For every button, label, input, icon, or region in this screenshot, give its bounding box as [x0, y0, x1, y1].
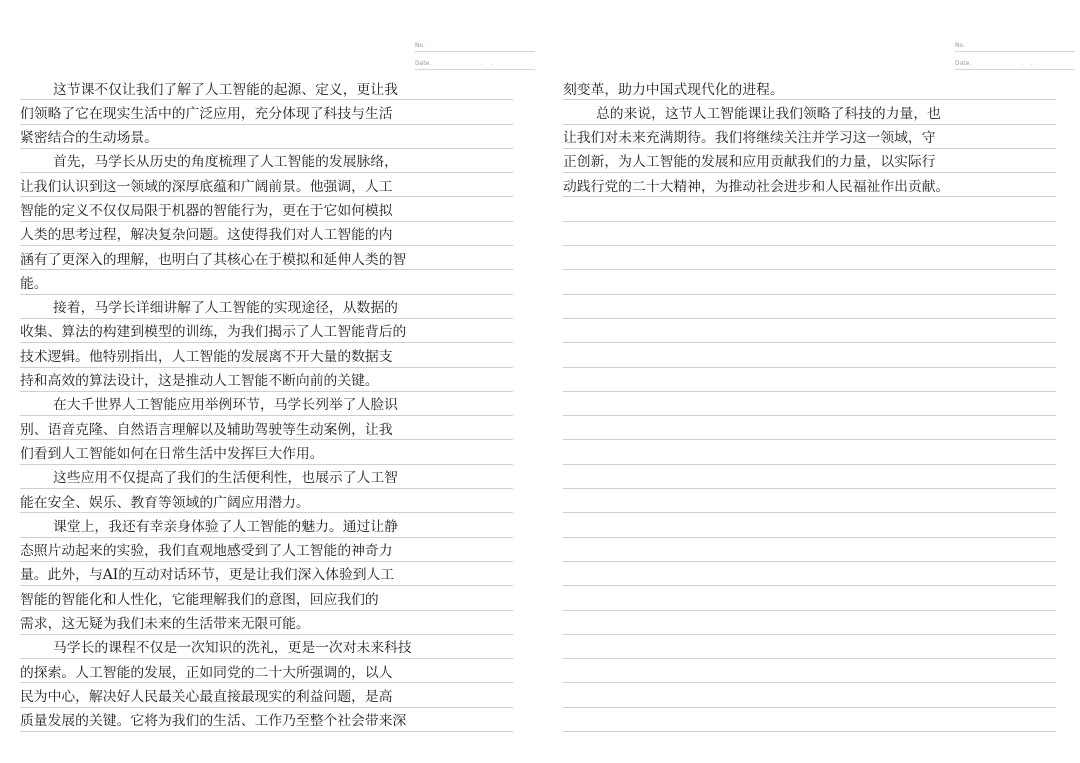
- blank-line: [563, 319, 1056, 343]
- text-line: 持和高效的算法设计，这是推动人工智能不断向前的关键。: [20, 368, 513, 392]
- page-header: [955, 34, 1075, 68]
- text-line: 马学长的课程不仅是一次知识的洗礼，更是一次对未来科技: [20, 635, 513, 659]
- text-line: 的探索。人工智能的发展，正如同党的二十大所强调的，以人: [20, 659, 513, 683]
- blank-line: [563, 659, 1056, 683]
- text-line: 能。: [20, 270, 513, 294]
- blank-line: [563, 343, 1056, 367]
- blank-line: [563, 586, 1056, 610]
- text-line: 别、语音克隆、自然语言理解以及辅助驾驶等生动案例，让我: [20, 416, 513, 440]
- page-header: [415, 34, 535, 68]
- text-line: 能在安全、娱乐、教育等领域的广阔应用潜力。: [20, 489, 513, 513]
- text-line: 们看到人工智能如何在日常生活中发挥巨大作用。: [20, 440, 513, 464]
- blank-line: [563, 611, 1056, 635]
- text-line: 收集、算法的构建到模型的训练，为我们揭示了人工智能背后的: [20, 319, 513, 343]
- text-line: 智能的定义不仅仅局限于机器的智能行为，更在于它如何模拟: [20, 197, 513, 221]
- number-field: [955, 34, 1075, 52]
- text-line: 这些应用不仅提高了我们的生活便利性，也展示了人工智: [20, 465, 513, 489]
- right-page: [563, 0, 1073, 763]
- number-label: No.: [955, 42, 965, 49]
- text-line: 让我们对未来充满期待。我们将继续关注并学习这一领域，守: [563, 125, 1056, 149]
- text-line: 涵有了更深入的理解，也明白了其核心在于模拟和延伸人类的智: [20, 246, 513, 270]
- blank-line: [563, 270, 1056, 294]
- text-line: 质量发展的关键。它将为我们的生活、工作乃至整个社会带来深: [20, 708, 513, 732]
- blank-line: [563, 246, 1056, 270]
- blank-line: [563, 416, 1056, 440]
- blank-line: [563, 489, 1056, 513]
- blank-line: [563, 538, 1056, 562]
- blank-line: [563, 683, 1056, 707]
- text-line: 课堂上，我还有幸亲身体验了人工智能的魅力。通过让静: [20, 513, 513, 537]
- blank-line: [563, 197, 1056, 221]
- text-line: 民为中心，解决好人民最关心最直接最现实的利益问题，是高: [20, 683, 513, 707]
- text-line: 态照片动起来的实验，我们直观地感受到了人工智能的神奇力: [20, 538, 513, 562]
- blank-line: [563, 562, 1056, 586]
- text-line: 在大千世界人工智能应用举例环节，马学长列举了人脸识: [20, 392, 513, 416]
- date-label: Date.: [415, 60, 432, 67]
- number-label: No.: [415, 42, 425, 49]
- blank-line: [563, 513, 1056, 537]
- date-field: [955, 52, 1075, 70]
- text-line: 动践行党的二十大精神，为推动社会进步和人民福祉作出贡献。: [563, 173, 1056, 197]
- text-line: 刻变革，助力中国式现代化的进程。: [563, 76, 1056, 100]
- blank-line: [563, 635, 1056, 659]
- blank-line: [563, 368, 1056, 392]
- text-line: 总的来说，这节人工智能课让我们领略了科技的力量，也: [563, 100, 1056, 124]
- right-text-lines: [563, 76, 1056, 732]
- text-line: 首先，马学长从历史的角度梳理了人工智能的发展脉络，: [20, 149, 513, 173]
- blank-line: [563, 465, 1056, 489]
- blank-line: [563, 708, 1056, 732]
- text-line: 让我们认识到这一领域的深厚底蕴和广阔前景。他强调，人工: [20, 173, 513, 197]
- text-line: 量。此外，与AI的互动对话环节，更是让我们深入体验到人工: [20, 562, 513, 586]
- text-line: 需求，这无疑为我们未来的生活带来无限可能。: [20, 611, 513, 635]
- left-text-lines: [20, 76, 513, 732]
- text-line: 人类的思考过程，解决复杂问题。这使得我们对人工智能的内: [20, 222, 513, 246]
- text-line: 正创新，为人工智能的发展和应用贡献我们的力量，以实际行: [563, 149, 1056, 173]
- text-line: 智能的智能化和人性化，它能理解我们的意图，回应我们的: [20, 586, 513, 610]
- blank-line: [563, 222, 1056, 246]
- number-field: [415, 34, 535, 52]
- left-page: [20, 0, 530, 763]
- text-line: 接着，马学长详细讲解了人工智能的实现途径，从数据的: [20, 295, 513, 319]
- date-label: Date.: [955, 60, 972, 67]
- blank-line: [563, 392, 1056, 416]
- text-line: 紧密结合的生动场景。: [20, 125, 513, 149]
- date-placeholder: . .: [481, 60, 496, 67]
- text-line: 技术逻辑。他特别指出，人工智能的发展离不开大量的数据支: [20, 343, 513, 367]
- date-field: [415, 52, 535, 70]
- blank-line: [563, 440, 1056, 464]
- blank-line: [563, 295, 1056, 319]
- text-line: 这节课不仅让我们了解了人工智能的起源、定义，更让我: [20, 76, 513, 100]
- date-placeholder: . .: [1021, 60, 1036, 67]
- text-line: 们领略了它在现实生活中的广泛应用，充分体现了科技与生活: [20, 100, 513, 124]
